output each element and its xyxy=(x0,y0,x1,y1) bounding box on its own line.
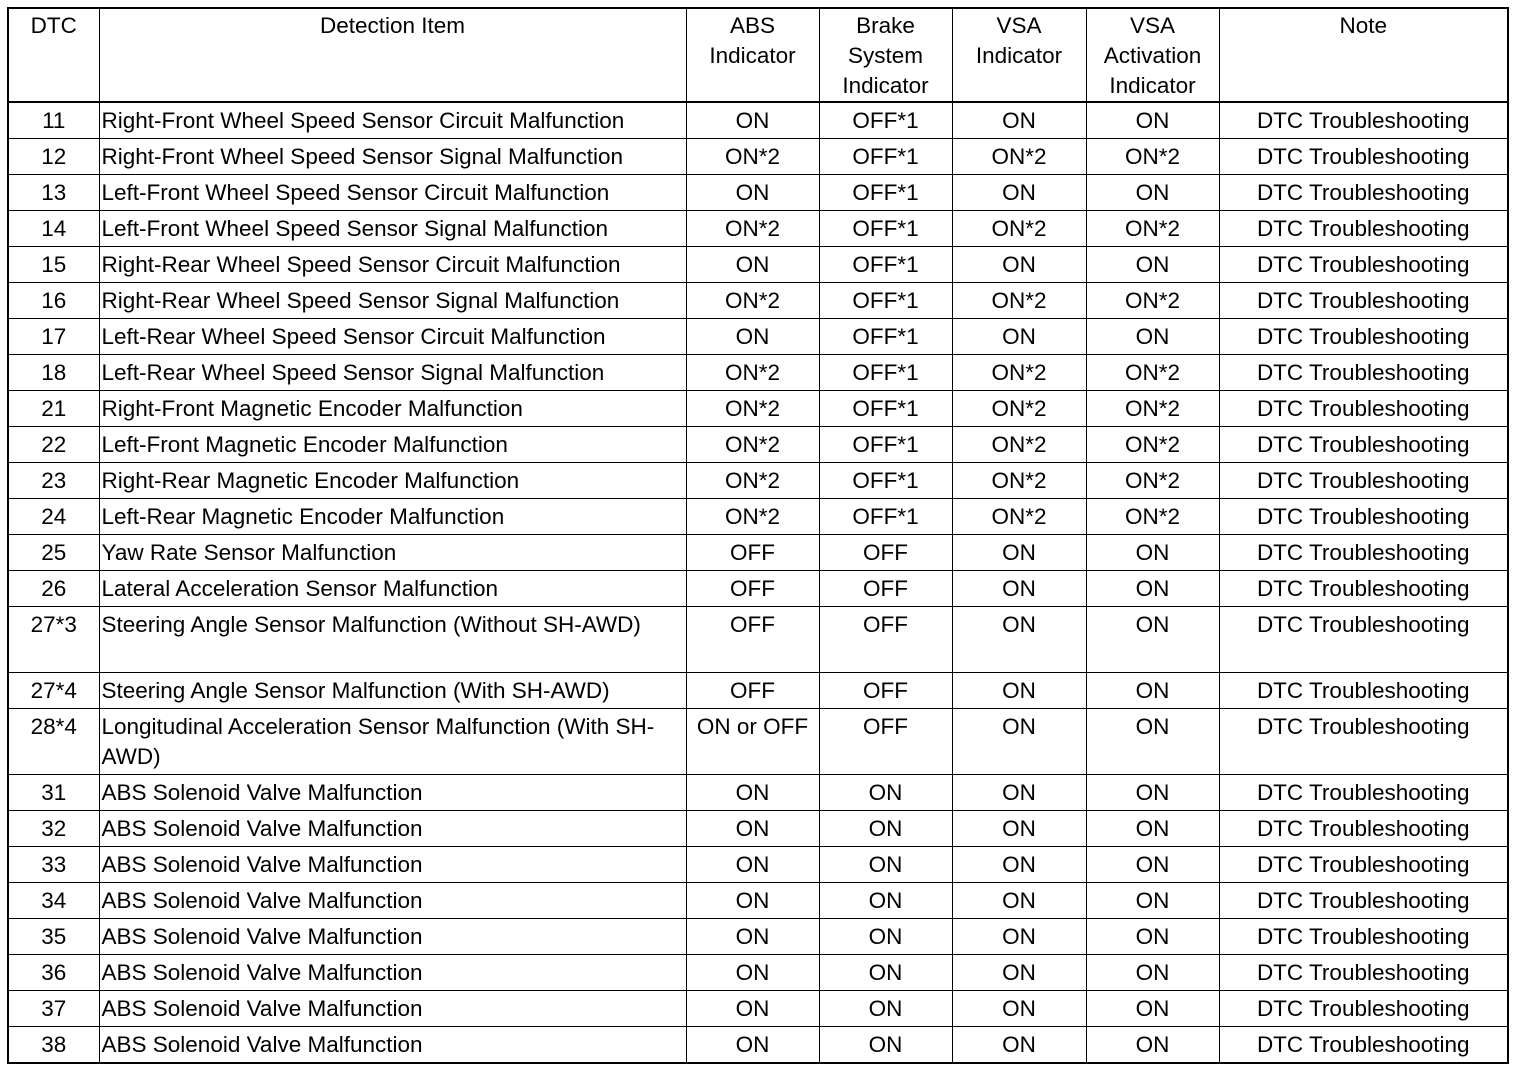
cell-vsa-indicator: ON xyxy=(952,535,1086,571)
cell-vsa-activation-indicator: ON xyxy=(1086,955,1219,991)
cell-brake-system-indicator: OFF*1 xyxy=(819,463,952,499)
cell-abs-indicator: ON*2 xyxy=(686,427,819,463)
cell-abs-indicator: ON xyxy=(686,991,819,1027)
cell-note: DTC Troubleshooting xyxy=(1219,673,1508,709)
cell-brake-system-indicator: ON xyxy=(819,847,952,883)
cell-dtc: 26 xyxy=(8,571,99,607)
header-dtc: DTC xyxy=(8,8,99,102)
table-row xyxy=(8,847,1508,883)
cell-vsa-indicator: ON xyxy=(952,175,1086,211)
cell-vsa-indicator: ON xyxy=(952,102,1086,139)
cell-note: DTC Troubleshooting xyxy=(1219,355,1508,391)
cell-vsa-activation-indicator: ON xyxy=(1086,709,1219,775)
cell-vsa-activation-indicator: ON xyxy=(1086,847,1219,883)
header-vsa-indicator: VSA Indicator xyxy=(952,8,1086,102)
header-note: Note xyxy=(1219,8,1508,102)
cell-dtc: 35 xyxy=(8,919,99,955)
cell-brake-system-indicator: OFF xyxy=(819,673,952,709)
cell-vsa-indicator: ON*2 xyxy=(952,355,1086,391)
dtc-table xyxy=(7,7,1509,1064)
cell-dtc: 38 xyxy=(8,1027,99,1064)
cell-abs-indicator: OFF xyxy=(686,673,819,709)
cell-abs-indicator: ON*2 xyxy=(686,499,819,535)
cell-vsa-activation-indicator: ON xyxy=(1086,1027,1219,1064)
cell-abs-indicator: ON*2 xyxy=(686,139,819,175)
cell-vsa-indicator: ON*2 xyxy=(952,427,1086,463)
cell-brake-system-indicator: ON xyxy=(819,883,952,919)
cell-detection-item: Longitudinal Acceleration Sensor Malfunction (With SH-AWD) xyxy=(99,709,686,775)
cell-dtc: 31 xyxy=(8,775,99,811)
cell-note: DTC Troubleshooting xyxy=(1219,283,1508,319)
cell-dtc: 12 xyxy=(8,139,99,175)
cell-vsa-indicator: ON*2 xyxy=(952,499,1086,535)
cell-note: DTC Troubleshooting xyxy=(1219,709,1508,775)
cell-abs-indicator: ON xyxy=(686,175,819,211)
cell-brake-system-indicator: OFF*1 xyxy=(819,139,952,175)
cell-brake-system-indicator: OFF*1 xyxy=(819,247,952,283)
table-body xyxy=(8,102,1508,1063)
cell-dtc: 32 xyxy=(8,811,99,847)
cell-vsa-activation-indicator: ON*2 xyxy=(1086,427,1219,463)
cell-brake-system-indicator: ON xyxy=(819,955,952,991)
cell-vsa-indicator: ON xyxy=(952,811,1086,847)
table-row xyxy=(8,499,1508,535)
cell-detection-item: Right-Rear Wheel Speed Sensor Circuit Malfunction xyxy=(99,247,686,283)
cell-note: DTC Troubleshooting xyxy=(1219,391,1508,427)
cell-vsa-indicator: ON*2 xyxy=(952,211,1086,247)
cell-detection-item: Left-Rear Wheel Speed Sensor Circuit Malfunction xyxy=(99,319,686,355)
cell-detection-item: Yaw Rate Sensor Malfunction xyxy=(99,535,686,571)
cell-note: DTC Troubleshooting xyxy=(1219,463,1508,499)
cell-detection-item: Left-Front Magnetic Encoder Malfunction xyxy=(99,427,686,463)
cell-abs-indicator: ON xyxy=(686,883,819,919)
table-row xyxy=(8,607,1508,673)
table-row xyxy=(8,175,1508,211)
cell-note: DTC Troubleshooting xyxy=(1219,211,1508,247)
table-row xyxy=(8,709,1508,775)
cell-vsa-activation-indicator: ON xyxy=(1086,673,1219,709)
cell-vsa-activation-indicator: ON xyxy=(1086,102,1219,139)
cell-vsa-activation-indicator: ON xyxy=(1086,571,1219,607)
cell-abs-indicator: ON xyxy=(686,811,819,847)
cell-abs-indicator: ON xyxy=(686,102,819,139)
cell-detection-item: Right-Rear Wheel Speed Sensor Signal Malfunction xyxy=(99,283,686,319)
cell-vsa-activation-indicator: ON xyxy=(1086,883,1219,919)
cell-brake-system-indicator: OFF*1 xyxy=(819,319,952,355)
table-row xyxy=(8,535,1508,571)
cell-detection-item: Lateral Acceleration Sensor Malfunction xyxy=(99,571,686,607)
cell-vsa-activation-indicator: ON xyxy=(1086,535,1219,571)
cell-abs-indicator: ON xyxy=(686,955,819,991)
table-row xyxy=(8,319,1508,355)
cell-brake-system-indicator: OFF xyxy=(819,607,952,673)
cell-brake-system-indicator: OFF*1 xyxy=(819,355,952,391)
cell-vsa-activation-indicator: ON*2 xyxy=(1086,499,1219,535)
cell-brake-system-indicator: OFF xyxy=(819,535,952,571)
cell-abs-indicator: OFF xyxy=(686,535,819,571)
table-row xyxy=(8,355,1508,391)
table-row xyxy=(8,102,1508,139)
cell-vsa-indicator: ON xyxy=(952,673,1086,709)
cell-brake-system-indicator: ON xyxy=(819,919,952,955)
cell-brake-system-indicator: OFF*1 xyxy=(819,427,952,463)
cell-vsa-activation-indicator: ON*2 xyxy=(1086,391,1219,427)
cell-note: DTC Troubleshooting xyxy=(1219,1027,1508,1064)
cell-note: DTC Troubleshooting xyxy=(1219,175,1508,211)
cell-abs-indicator: ON*2 xyxy=(686,211,819,247)
cell-note: DTC Troubleshooting xyxy=(1219,607,1508,673)
table-row xyxy=(8,955,1508,991)
table-row xyxy=(8,811,1508,847)
cell-detection-item: Left-Front Wheel Speed Sensor Circuit Malfunction xyxy=(99,175,686,211)
cell-vsa-activation-indicator: ON xyxy=(1086,991,1219,1027)
cell-vsa-indicator: ON xyxy=(952,883,1086,919)
cell-vsa-indicator: ON xyxy=(952,919,1086,955)
cell-abs-indicator: ON*2 xyxy=(686,355,819,391)
cell-detection-item: ABS Solenoid Valve Malfunction xyxy=(99,1027,686,1064)
cell-vsa-indicator: ON xyxy=(952,991,1086,1027)
cell-detection-item: ABS Solenoid Valve Malfunction xyxy=(99,775,686,811)
table-row xyxy=(8,673,1508,709)
table-row xyxy=(8,775,1508,811)
cell-vsa-indicator: ON xyxy=(952,847,1086,883)
cell-dtc: 13 xyxy=(8,175,99,211)
cell-brake-system-indicator: ON xyxy=(819,775,952,811)
cell-note: DTC Troubleshooting xyxy=(1219,811,1508,847)
table-row xyxy=(8,919,1508,955)
cell-brake-system-indicator: OFF*1 xyxy=(819,211,952,247)
table-row xyxy=(8,391,1508,427)
cell-brake-system-indicator: OFF*1 xyxy=(819,499,952,535)
cell-dtc: 27*4 xyxy=(8,673,99,709)
cell-vsa-indicator: ON*2 xyxy=(952,463,1086,499)
cell-detection-item: Left-Rear Magnetic Encoder Malfunction xyxy=(99,499,686,535)
cell-abs-indicator: ON xyxy=(686,919,819,955)
table-row xyxy=(8,247,1508,283)
cell-brake-system-indicator: OFF*1 xyxy=(819,175,952,211)
cell-vsa-activation-indicator: ON*2 xyxy=(1086,139,1219,175)
table-row xyxy=(8,211,1508,247)
cell-dtc: 36 xyxy=(8,955,99,991)
cell-detection-item: Right-Front Wheel Speed Sensor Circuit Malfunction xyxy=(99,102,686,139)
cell-detection-item: ABS Solenoid Valve Malfunction xyxy=(99,955,686,991)
table-row xyxy=(8,571,1508,607)
cell-detection-item: Left-Rear Wheel Speed Sensor Signal Malfunction xyxy=(99,355,686,391)
cell-dtc: 28*4 xyxy=(8,709,99,775)
cell-dtc: 33 xyxy=(8,847,99,883)
cell-brake-system-indicator: OFF*1 xyxy=(819,102,952,139)
cell-detection-item: ABS Solenoid Valve Malfunction xyxy=(99,919,686,955)
header-row xyxy=(8,8,1508,102)
cell-vsa-activation-indicator: ON*2 xyxy=(1086,355,1219,391)
cell-dtc: 37 xyxy=(8,991,99,1027)
cell-dtc: 22 xyxy=(8,427,99,463)
cell-abs-indicator: ON xyxy=(686,775,819,811)
cell-abs-indicator: OFF xyxy=(686,571,819,607)
cell-vsa-indicator: ON xyxy=(952,607,1086,673)
cell-brake-system-indicator: ON xyxy=(819,811,952,847)
cell-note: DTC Troubleshooting xyxy=(1219,847,1508,883)
cell-vsa-indicator: ON*2 xyxy=(952,283,1086,319)
cell-dtc: 27*3 xyxy=(8,607,99,673)
table-row xyxy=(8,463,1508,499)
cell-vsa-indicator: ON xyxy=(952,775,1086,811)
table-row xyxy=(8,427,1508,463)
cell-abs-indicator: ON xyxy=(686,847,819,883)
cell-brake-system-indicator: OFF*1 xyxy=(819,391,952,427)
cell-note: DTC Troubleshooting xyxy=(1219,139,1508,175)
header-detection-item: Detection Item xyxy=(99,8,686,102)
cell-abs-indicator: OFF xyxy=(686,607,819,673)
cell-detection-item: Right-Front Magnetic Encoder Malfunction xyxy=(99,391,686,427)
cell-note: DTC Troubleshooting xyxy=(1219,319,1508,355)
cell-vsa-activation-indicator: ON xyxy=(1086,811,1219,847)
cell-note: DTC Troubleshooting xyxy=(1219,991,1508,1027)
cell-dtc: 15 xyxy=(8,247,99,283)
cell-vsa-activation-indicator: ON*2 xyxy=(1086,283,1219,319)
cell-detection-item: Steering Angle Sensor Malfunction (Without SH-AWD) xyxy=(99,607,686,673)
cell-detection-item: Left-Front Wheel Speed Sensor Signal Malfunction xyxy=(99,211,686,247)
cell-dtc: 11 xyxy=(8,102,99,139)
cell-dtc: 21 xyxy=(8,391,99,427)
cell-abs-indicator: ON or OFF xyxy=(686,709,819,775)
cell-brake-system-indicator: OFF xyxy=(819,571,952,607)
cell-vsa-indicator: ON xyxy=(952,247,1086,283)
cell-vsa-activation-indicator: ON xyxy=(1086,175,1219,211)
cell-vsa-activation-indicator: ON xyxy=(1086,607,1219,673)
cell-detection-item: ABS Solenoid Valve Malfunction xyxy=(99,883,686,919)
table-row xyxy=(8,139,1508,175)
table-row xyxy=(8,883,1508,919)
cell-dtc: 16 xyxy=(8,283,99,319)
cell-abs-indicator: ON xyxy=(686,319,819,355)
cell-abs-indicator: ON*2 xyxy=(686,283,819,319)
cell-detection-item: Right-Rear Magnetic Encoder Malfunction xyxy=(99,463,686,499)
cell-note: DTC Troubleshooting xyxy=(1219,571,1508,607)
cell-dtc: 14 xyxy=(8,211,99,247)
cell-brake-system-indicator: OFF xyxy=(819,709,952,775)
cell-brake-system-indicator: OFF*1 xyxy=(819,283,952,319)
cell-abs-indicator: ON*2 xyxy=(686,391,819,427)
cell-dtc: 23 xyxy=(8,463,99,499)
cell-dtc: 25 xyxy=(8,535,99,571)
cell-vsa-activation-indicator: ON xyxy=(1086,247,1219,283)
cell-vsa-activation-indicator: ON*2 xyxy=(1086,211,1219,247)
cell-note: DTC Troubleshooting xyxy=(1219,955,1508,991)
cell-detection-item: Right-Front Wheel Speed Sensor Signal Malfunction xyxy=(99,139,686,175)
cell-vsa-activation-indicator: ON*2 xyxy=(1086,463,1219,499)
cell-dtc: 34 xyxy=(8,883,99,919)
cell-note: DTC Troubleshooting xyxy=(1219,883,1508,919)
cell-detection-item: Steering Angle Sensor Malfunction (With SH-AWD) xyxy=(99,673,686,709)
cell-note: DTC Troubleshooting xyxy=(1219,775,1508,811)
cell-vsa-activation-indicator: ON xyxy=(1086,319,1219,355)
cell-abs-indicator: ON*2 xyxy=(686,463,819,499)
cell-note: DTC Troubleshooting xyxy=(1219,427,1508,463)
cell-note: DTC Troubleshooting xyxy=(1219,535,1508,571)
cell-detection-item: ABS Solenoid Valve Malfunction xyxy=(99,847,686,883)
cell-vsa-activation-indicator: ON xyxy=(1086,919,1219,955)
cell-detection-item: ABS Solenoid Valve Malfunction xyxy=(99,991,686,1027)
table-row xyxy=(8,283,1508,319)
table-row xyxy=(8,991,1508,1027)
cell-note: DTC Troubleshooting xyxy=(1219,499,1508,535)
cell-dtc: 18 xyxy=(8,355,99,391)
cell-brake-system-indicator: ON xyxy=(819,991,952,1027)
cell-vsa-indicator: ON xyxy=(952,1027,1086,1064)
cell-note: DTC Troubleshooting xyxy=(1219,919,1508,955)
header-vsa-activation-indicator: VSA Activation Indicator xyxy=(1086,8,1219,102)
cell-vsa-indicator: ON xyxy=(952,319,1086,355)
cell-abs-indicator: ON xyxy=(686,247,819,283)
cell-note: DTC Troubleshooting xyxy=(1219,102,1508,139)
cell-vsa-activation-indicator: ON xyxy=(1086,775,1219,811)
cell-vsa-indicator: ON xyxy=(952,709,1086,775)
cell-vsa-indicator: ON*2 xyxy=(952,391,1086,427)
cell-dtc: 17 xyxy=(8,319,99,355)
cell-brake-system-indicator: ON xyxy=(819,1027,952,1064)
table-row xyxy=(8,1027,1508,1064)
cell-vsa-indicator: ON xyxy=(952,955,1086,991)
cell-detection-item: ABS Solenoid Valve Malfunction xyxy=(99,811,686,847)
header-brake-system-indicator: Brake System Indicator xyxy=(819,8,952,102)
cell-vsa-indicator: ON xyxy=(952,571,1086,607)
cell-vsa-indicator: ON*2 xyxy=(952,139,1086,175)
cell-abs-indicator: ON xyxy=(686,1027,819,1064)
header-abs-indicator: ABS Indicator xyxy=(686,8,819,102)
cell-note: DTC Troubleshooting xyxy=(1219,247,1508,283)
cell-dtc: 24 xyxy=(8,499,99,535)
